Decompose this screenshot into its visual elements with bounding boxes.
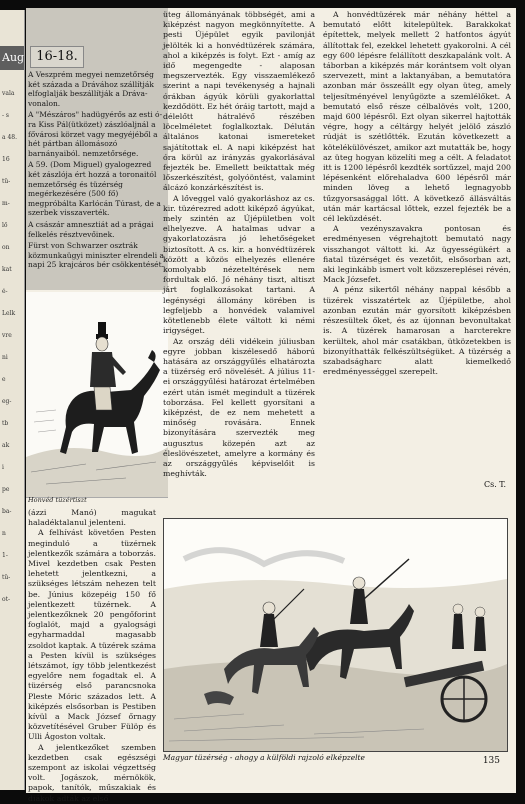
- neighbor-text-fragment: i: [2, 464, 4, 471]
- battle-illustration: [164, 519, 507, 751]
- paragraph: A pénz sikertől néhány nappal később a tüzérek visszatértek az Újépületbe, ahol azonban ezután már gyorsított kiképzésben részesültek őket, és az újonnan bevonultakat is. A tüzérek hamarosan a harcterekre kerültek, ahol már csatákban, ütközetekben is bizonyíthatták felkészültségüket. A tüzérség a szabadságharc alatt kiemelkedő eredményességgel szerepelt.: [323, 285, 511, 377]
- text-column-2: [163, 10, 315, 479]
- paragraph: A vezényszavakra pontosan és eredményesen végrehajtott bemutató nagy visszhangot váltott ki. Az ügyességükért a fiatal tüzérséget és vezetőit, elsősorban azt, aki leginkább ismert volt közszereplései révén, Mack Józsefet.: [323, 224, 511, 285]
- neighbor-text-fragment: vre: [2, 332, 12, 339]
- book-page: [26, 8, 516, 803]
- neighbor-text-fragment: eg-: [2, 398, 12, 405]
- sidebar-paragraph: A császár amnesztiát ad a prágai felkelés résztvevőinek.: [28, 219, 154, 239]
- neighbor-text-fragment: tü-: [2, 574, 11, 581]
- paragraph: Az ország déli vidékein júliusban egyre jobban kiszélesedő háború hatására az országgyűlés elhatározta a tüzérség erő növelését. A július 11-ei országgyűlési határozat értelmében ezért után ismét megindult a tüzérek toborzása. Fel kellett gyorsítani a kiképzést, de ez nem mehetett a minőség rovására. Ennek bizonyítására szervezték meg augusztus közepén azt az éleslövészetet, amelyre a kormány és az országgyűlés képviselőit is meghívták.: [163, 336, 315, 479]
- neighbor-text-fragment: - s: [2, 112, 10, 119]
- neighbor-text-fragment: ba-: [2, 508, 12, 515]
- page-number: 135: [482, 756, 500, 766]
- sidebar-paragraph: A 59. (Dom Miguel) gyalogezred két zászlója ért hozzá a toronaitól nemzetőrség és tüzérség megérkezésére (500 fő) megpróbálta Karlócán Túrast, de a szerbek visszaverték.: [28, 160, 161, 218]
- neighbor-text-fragment: tü-: [2, 178, 11, 185]
- neighbor-tab: Aug: [0, 46, 24, 70]
- neighbor-text-fragment: vala: [2, 90, 15, 97]
- chronology-sidebar: [26, 8, 168, 290]
- text-column-3: [323, 10, 511, 377]
- neighbor-text-fragment: a 48.: [2, 134, 18, 141]
- neighbor-text-fragment: ni: [2, 354, 8, 361]
- text-column-1: [28, 508, 156, 804]
- paragraph: A jelentkezőket szemben kezdetben csak egészségi szempont az iskolai végzettség volt. Jogászok, mérnökök, papok, tanítók, műszakiak és diákok adták az első: [28, 742, 156, 803]
- neighbor-text-fragment: e: [2, 376, 6, 383]
- neighbor-text-fragment: tb: [2, 420, 9, 427]
- sidebar-paragraph: A "Mészáros" hadügyérős az esti ó-ra Kiss Pál(ütközet) zászlóaljnál a fővárosi körzet vagy megyéjéből a hét pártban állomásozó barnányaiból. nemzetőrsége.: [28, 110, 163, 158]
- neighbor-text-fragment: n: [2, 530, 6, 537]
- author-signature: Cs. T.: [483, 480, 506, 489]
- sidebar-paragraph: Fürst von Schwarzer osztrák közmunkaügyi miniszter elrendeli a napi 25 krajcáros bér csökkentését.: [28, 241, 165, 270]
- neighbor-text-fragment: pe: [2, 486, 10, 493]
- sidebar-date-heading: 16-18.: [30, 46, 84, 68]
- neighbor-text-fragment: ak: [2, 442, 10, 449]
- sidebar-paragraph: A Veszprém megyei nemzetőrség két százada a Drávához szállítják elfoglalják beszállítják a Dráva-vonalon.: [28, 70, 154, 108]
- paragraph: A honvédtüzérek már néhány héttel a bemutató előtt kitelepültek. Barakkokat építettek, melyek mellett 2 hatfontos ágyút állítottak fel, ezekkel lehetett gyakorolni. A cél egy 600 lépésre felállított deszkapalánk volt. A táborban a kiképzés már korántsem volt olyan szervezett, mint a laktanyában, a bemutatóra azonban már összeállt egy olyan üteg, amely teljesítményével lenyűgözte a szemlélőket. A bemutató első része célbalövés volt, 1200, majd 600 lépésről. Ezt olyan sikerrel hajtották végre, hogy a céltárgy helyét jelölő zászló rúdját is szétlőtték. Ezután következett a kötelékülövészet, amikor azt mutatták be, hogy az üteg hogyan közelíti meg a célt. A feladatot itt is 1200 lépésről kezdték sortűzzel, majd 200 lépésenként előrehaladva 600 lépésről már minden löveg a lehető legnagyobb tűzgyorsasággal lőtt. A következő állásváltás után már kartácsal lőttek, ezzel fejezték be a cél leküzdését.: [323, 10, 511, 224]
- battle-caption: Magyar tüzérség - ahogy a külföldi rajzoló elképzelte: [163, 753, 365, 762]
- paragraph: üteg állományának többségét, ami a kiképzést nagyon megkönnyítette. A pesti Újépület egyik pavilonját jelölték ki a honvédtüzérek számára, ahol a kiképzés is folyt. Ezt - amíg az idő megengedte - alaposan megszervezték. Egy visszaemlékező szerint a napi tevékenység a hajnali órákban ágyúk körüli gyakorlattal kezdődött. Ez hét óráig tartott, majd a délelőtt hátralévő részében löcelméletet foglalkoztak. Délután általános katonai ismereteket sajátítottak el. A napi kiképzést hat óra körül az irányzás gyakorlásával fejezték be. Emellett beiktattak még lőszerkészítést, golyóöntést, valamint álcázó konzárkészítést is.: [163, 10, 315, 193]
- horseman-illustration: [26, 292, 168, 497]
- neighbor-text-fragment: é-: [2, 288, 8, 295]
- officer-engraving: [26, 292, 168, 498]
- sidebar-text: [28, 70, 164, 272]
- neighbor-text-fragment: kat: [2, 266, 12, 273]
- paragraph: A felhívást követően Pesten meginduló a tüzérnek jelentkezők számára a toborzás. Mivel kezdetben csak Pesten lehetett jelentkezni, a szükséges létszám nehezen telt be. Június közepéig 150 fő jelentkezett tüzérnek. A jelentkezőknek 20 pengőforint foglalót, majd a gyalogsági egyharmaddal magasabb zsoldot kaptak. A tüzérek száma a Pesten kívül is szükséges létszámot, így több jelentkezést egyelőre nem fogadtak el. A tüzérség első parancsnoka Pleste Móric százados lett. A kiképzés elsősorban is Pestiben kívül a Mack József őrnagy közvetítésével Gruber Fülöp és Ulli Ágoston voltak.: [28, 528, 156, 742]
- neighbor-text-fragment: m-: [2, 200, 10, 207]
- neighbor-text-fragment: Lelk: [2, 310, 16, 317]
- paragraph: A lőveggel való gyakorláshoz az cs. kir. tüzérezred adott kiképző ágyúkat, mely szintén az Újépületben volt elhelyezve. A hatalmas udvar a gyakorlatozásra jó lehetőségeket biztosított. A cs. kir. a honvédtüzérek között a közös elhelyezés ellenére komolyabb nézeteltérések nem fordultak elő. Jó néhány tiszt, altiszt járt foglalkozásokat tartani. A legénységi állomány körében is legfeljebb a honvédek valamivel kötetlenebb élete váltott ki némi irigységet.: [163, 193, 315, 336]
- neighbor-text-fragment: ot-: [2, 596, 11, 603]
- neighbor-text-fragment: 16: [2, 156, 10, 163]
- neighbor-text-fragment: lő: [2, 222, 8, 229]
- paragraph: (ázzi Manó) magukat haladéktalanul jelenteni.: [28, 508, 156, 528]
- portrait-caption: Honvéd tüzértiszt: [28, 496, 87, 504]
- neighbor-text-fragment: 1-: [2, 552, 8, 559]
- neighbor-page-edge: [0, 10, 25, 790]
- artillery-engraving: [163, 518, 508, 752]
- neighbor-text-fragment: on: [2, 244, 10, 251]
